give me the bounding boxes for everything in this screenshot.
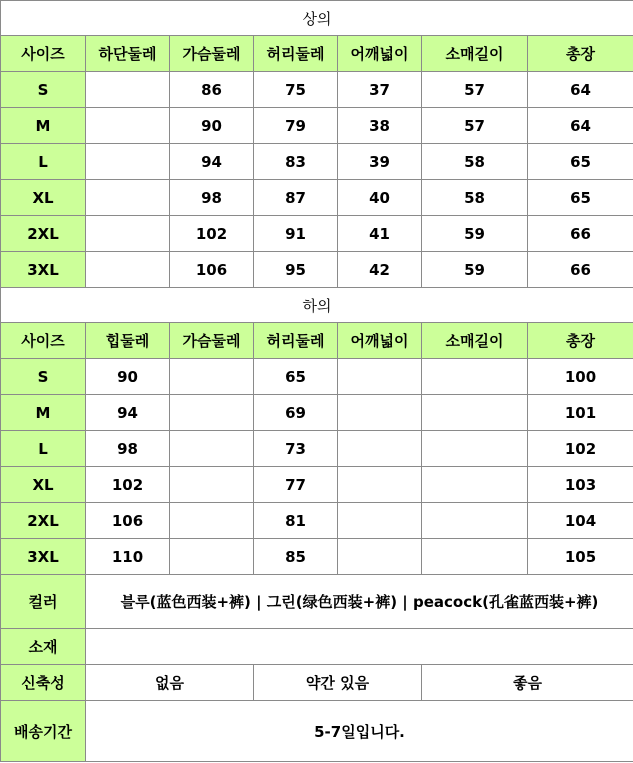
value-cell	[170, 467, 254, 503]
bottom-section-title: 하의	[1, 288, 633, 323]
shipping-value: 5-7일입니다.	[86, 701, 633, 762]
top-section-title: 상의	[1, 1, 633, 36]
value-cell	[338, 431, 422, 467]
bottom-header-shoulder: 어깨넓이	[338, 323, 422, 359]
value-cell: 73	[254, 431, 338, 467]
value-cell: 38	[338, 108, 422, 144]
value-cell: 102	[528, 431, 633, 467]
shipping-label: 배송기간	[1, 701, 86, 762]
bottom-header-hip: 힙둘레	[86, 323, 170, 359]
table-row	[1, 216, 633, 252]
table-row	[1, 395, 633, 431]
value-cell: 58	[422, 180, 528, 216]
value-cell	[86, 252, 170, 288]
value-cell: 91	[254, 216, 338, 252]
top-header-waist: 허리둘레	[254, 36, 338, 72]
bottom-title-row	[1, 288, 633, 323]
value-cell: 79	[254, 108, 338, 144]
value-cell: 64	[528, 108, 633, 144]
table-row	[1, 108, 633, 144]
value-cell: 37	[338, 72, 422, 108]
value-cell	[86, 216, 170, 252]
value-cell: 64	[528, 72, 633, 108]
size-cell: M	[1, 108, 86, 144]
value-cell	[422, 359, 528, 395]
table-row	[1, 539, 633, 575]
value-cell	[86, 180, 170, 216]
value-cell	[170, 359, 254, 395]
value-cell: 75	[254, 72, 338, 108]
size-cell: 3XL	[1, 539, 86, 575]
value-cell	[338, 467, 422, 503]
value-cell: 57	[422, 72, 528, 108]
value-cell: 102	[170, 216, 254, 252]
value-cell: 65	[528, 144, 633, 180]
value-cell	[86, 72, 170, 108]
value-cell: 86	[170, 72, 254, 108]
value-cell: 66	[528, 252, 633, 288]
value-cell: 65	[254, 359, 338, 395]
material-row	[1, 629, 633, 665]
size-cell: 2XL	[1, 503, 86, 539]
value-cell: 66	[528, 216, 633, 252]
size-cell: S	[1, 359, 86, 395]
value-cell: 95	[254, 252, 338, 288]
top-header-row	[1, 36, 633, 72]
material-label: 소재	[1, 629, 86, 665]
bottom-header-sleeve: 소매길이	[422, 323, 528, 359]
value-cell	[338, 359, 422, 395]
size-cell: 2XL	[1, 216, 86, 252]
top-header-chest: 가슴둘레	[170, 36, 254, 72]
size-cell: XL	[1, 180, 86, 216]
size-cell: XL	[1, 467, 86, 503]
value-cell: 41	[338, 216, 422, 252]
value-cell	[170, 539, 254, 575]
value-cell: 106	[170, 252, 254, 288]
size-cell: M	[1, 395, 86, 431]
value-cell: 100	[528, 359, 633, 395]
value-cell	[86, 144, 170, 180]
value-cell: 106	[86, 503, 170, 539]
value-cell: 77	[254, 467, 338, 503]
stretch-label: 신축성	[1, 665, 86, 701]
top-title-row	[1, 1, 633, 36]
value-cell	[338, 503, 422, 539]
value-cell: 104	[528, 503, 633, 539]
value-cell: 101	[528, 395, 633, 431]
value-cell: 59	[422, 252, 528, 288]
stretch-row	[1, 665, 633, 701]
table-row	[1, 72, 633, 108]
size-cell: L	[1, 431, 86, 467]
value-cell	[86, 108, 170, 144]
shipping-row	[1, 701, 633, 762]
value-cell: 94	[86, 395, 170, 431]
value-cell: 42	[338, 252, 422, 288]
size-cell: 3XL	[1, 252, 86, 288]
value-cell	[422, 503, 528, 539]
value-cell	[338, 539, 422, 575]
color-value: 블루(蓝色西装+裤) | 그린(绿色西装+裤) | peacock(孔雀蓝西装+裤)	[86, 575, 633, 629]
value-cell: 98	[86, 431, 170, 467]
bottom-header-chest: 가슴둘레	[170, 323, 254, 359]
size-cell: S	[1, 72, 86, 108]
color-label: 컬러	[1, 575, 86, 629]
value-cell	[170, 395, 254, 431]
value-cell: 81	[254, 503, 338, 539]
value-cell	[422, 395, 528, 431]
top-header-length: 총장	[528, 36, 633, 72]
value-cell: 98	[170, 180, 254, 216]
value-cell: 94	[170, 144, 254, 180]
bottom-header-length: 총장	[528, 323, 633, 359]
value-cell: 87	[254, 180, 338, 216]
top-header-shoulder: 어깨넓이	[338, 36, 422, 72]
value-cell: 90	[170, 108, 254, 144]
bottom-header-row	[1, 323, 633, 359]
material-value	[86, 629, 633, 665]
top-header-hem: 하단둘레	[86, 36, 170, 72]
value-cell: 57	[422, 108, 528, 144]
value-cell	[170, 431, 254, 467]
value-cell: 90	[86, 359, 170, 395]
size-cell: L	[1, 144, 86, 180]
value-cell: 105	[528, 539, 633, 575]
stretch-option-none: 없음	[86, 665, 254, 701]
top-header-sleeve: 소매길이	[422, 36, 528, 72]
bottom-header-size: 사이즈	[1, 323, 86, 359]
table-row	[1, 359, 633, 395]
value-cell	[422, 467, 528, 503]
value-cell: 102	[86, 467, 170, 503]
value-cell: 85	[254, 539, 338, 575]
value-cell: 59	[422, 216, 528, 252]
value-cell: 83	[254, 144, 338, 180]
color-row	[1, 575, 633, 629]
value-cell	[422, 431, 528, 467]
value-cell: 110	[86, 539, 170, 575]
stretch-option-good: 좋음	[422, 665, 633, 701]
value-cell: 40	[338, 180, 422, 216]
table-row	[1, 252, 633, 288]
table-row	[1, 431, 633, 467]
stretch-option-slight: 약간 있음	[254, 665, 422, 701]
table-row	[1, 503, 633, 539]
value-cell	[422, 539, 528, 575]
value-cell	[170, 503, 254, 539]
table-row	[1, 180, 633, 216]
bottom-header-waist: 허리둘레	[254, 323, 338, 359]
top-header-size: 사이즈	[1, 36, 86, 72]
table-row	[1, 144, 633, 180]
value-cell	[338, 395, 422, 431]
value-cell: 39	[338, 144, 422, 180]
value-cell: 69	[254, 395, 338, 431]
value-cell: 58	[422, 144, 528, 180]
value-cell: 103	[528, 467, 633, 503]
value-cell: 65	[528, 180, 633, 216]
table-row	[1, 467, 633, 503]
